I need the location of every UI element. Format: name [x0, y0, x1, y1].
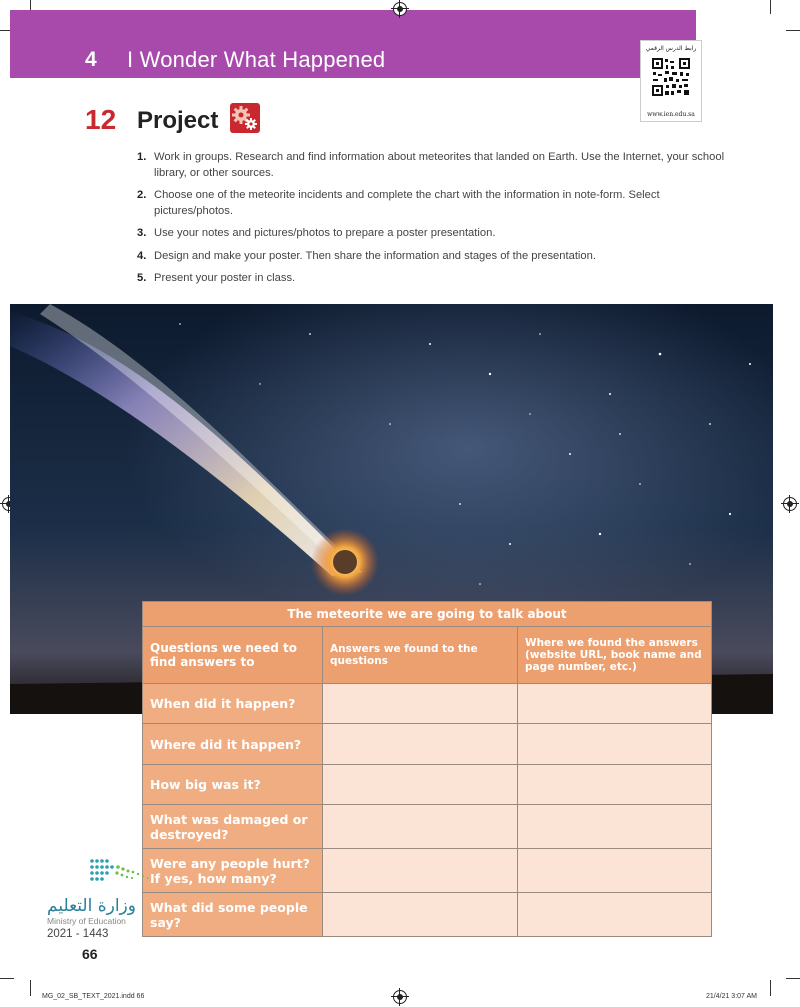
unit-banner [10, 10, 696, 78]
instruction-text: Work in groups. Research and find information about meteorites that landed on Earth. Use the Internet, your school library, or other sources. [154, 151, 725, 179]
column-header: Questions we need to find answers to [143, 627, 323, 684]
instruction-number: 4. [137, 249, 147, 262]
question-cell: Were any people hurt? If yes, how many? [143, 849, 323, 893]
instruction-item [137, 226, 737, 242]
answer-cell[interactable] [323, 849, 518, 893]
table-row [143, 765, 712, 805]
source-cell[interactable] [518, 893, 712, 937]
instruction-text: Design and make your poster. Then share the information and stages of the presentation. [154, 249, 596, 262]
answer-cell[interactable] [323, 684, 518, 724]
instructions-list [137, 150, 737, 294]
registration-mark-icon [783, 497, 797, 511]
answer-cell[interactable] [323, 893, 518, 937]
question-cell: What was damaged or destroyed? [143, 805, 323, 849]
crop-mark [770, 980, 771, 996]
edition-year: 2021 - 1443 [47, 928, 109, 940]
meteorite-chart [142, 601, 712, 937]
gear-icon [230, 103, 260, 133]
question-cell: How big was it? [143, 765, 323, 805]
table-row [143, 684, 712, 724]
chart-title: The meteorite we are going to talk about [143, 602, 712, 627]
column-header: Where we found the answers (website URL, book name and page number, etc.) [518, 627, 712, 684]
qr-label: رابط الدرس الرقمي [645, 45, 697, 52]
table-row [143, 805, 712, 849]
answer-cell[interactable] [323, 805, 518, 849]
ministry-logo-icon [88, 856, 188, 896]
table-row [143, 724, 712, 765]
qr-code-icon [651, 57, 691, 97]
instruction-text: Present your poster in class. [154, 272, 296, 284]
unit-title: I Wonder What Happened [127, 47, 386, 72]
question-cell: Where did it happen? [143, 724, 323, 765]
instruction-item [137, 249, 737, 265]
ministry-name-english: Ministry of Education [47, 916, 126, 926]
ministry-name-arabic: وزارة التعليم [47, 896, 136, 916]
source-cell[interactable] [518, 724, 712, 765]
column-header: Answers we found to the questions [323, 627, 518, 684]
print-timestamp: 21/4/21 3:07 AM [706, 993, 757, 1000]
page-number: 66 [82, 946, 98, 962]
instruction-text: Choose one of the meteorite incidents and complete the chart with the information in note-form. Select pictures/photos. [154, 189, 660, 217]
registration-mark-icon [393, 990, 407, 1004]
crop-mark [786, 30, 800, 31]
crop-mark [770, 0, 771, 14]
question-cell: What did some people say? [143, 893, 323, 937]
crop-mark [0, 978, 14, 979]
source-cell[interactable] [518, 684, 712, 724]
instruction-number: 1. [137, 151, 147, 163]
source-cell[interactable] [518, 765, 712, 805]
answer-cell[interactable] [323, 724, 518, 765]
crop-mark [786, 978, 800, 979]
instruction-number: 5. [137, 272, 147, 284]
instruction-item [137, 271, 737, 287]
table-row [143, 849, 712, 893]
answer-cell[interactable] [323, 765, 518, 805]
question-cell: When did it happen? [143, 684, 323, 724]
section-title: Project [137, 107, 219, 134]
section-number: 12 [85, 104, 117, 135]
instruction-number: 3. [137, 227, 147, 239]
table-row [143, 893, 712, 937]
source-cell[interactable] [518, 805, 712, 849]
qr-url: www.ien.edu.sa [647, 111, 695, 118]
unit-number: 4 [85, 48, 97, 71]
digital-lesson-qr[interactable] [640, 40, 702, 122]
registration-mark-icon [393, 2, 407, 16]
instruction-number: 2. [137, 189, 147, 201]
print-file-name: MG_02_SB_TEXT_2021.indd 66 [42, 993, 145, 1000]
instruction-item [137, 150, 737, 181]
source-cell[interactable] [518, 849, 712, 893]
instruction-text: Use your notes and pictures/photos to prepare a poster presentation. [154, 227, 496, 239]
crop-mark [30, 980, 31, 996]
instruction-item [137, 188, 737, 219]
